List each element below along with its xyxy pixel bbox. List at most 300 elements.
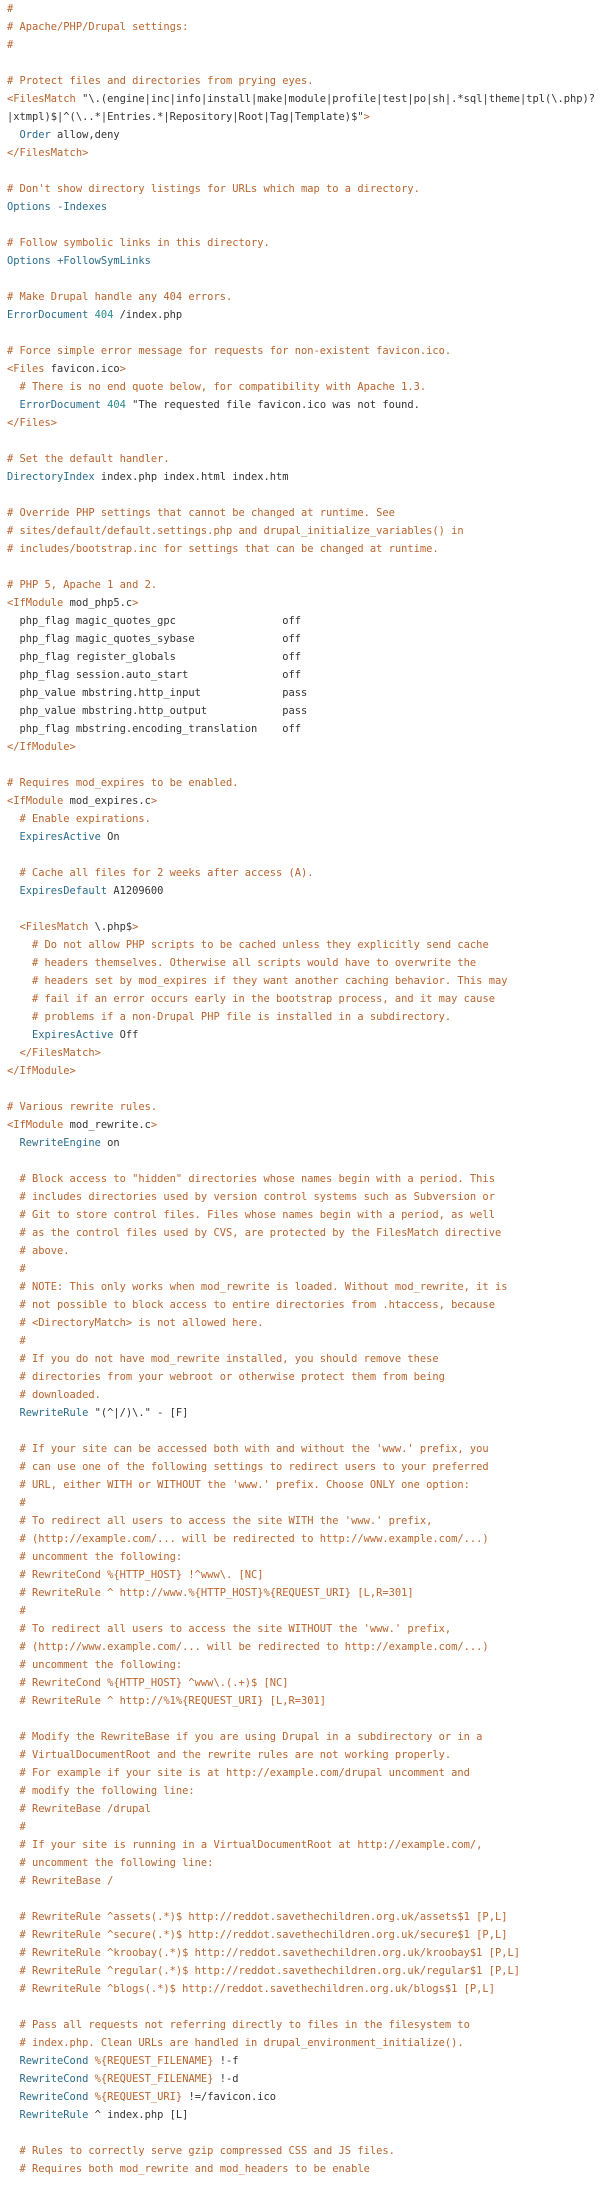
code-line <box>7 1998 600 2016</box>
code-token-tag: </FilesMatch> <box>19 1047 101 1059</box>
code-token-comment: # Git to store control files. Files whose names begin with a period, as well <box>19 1209 495 1221</box>
code-token-comment: # There is no end quote below, for compatibility with Apache 1.3. <box>19 381 427 393</box>
code-line <box>7 1674 600 1692</box>
code-line <box>7 1746 600 1764</box>
code-token-directive: RewriteRule <box>19 2109 89 2121</box>
code-line <box>7 792 600 810</box>
code-token-plain <box>7 1245 20 1257</box>
code-line <box>7 72 600 90</box>
code-token-plain <box>7 1551 20 1563</box>
code-token-directive: Options <box>7 201 51 213</box>
code-token-comment: # Protect files and directories from prying eyes. <box>7 75 314 87</box>
code-token-plain: php_flag magic_quotes_sybase off <box>7 633 302 645</box>
code-line <box>7 2088 600 2106</box>
code-token-plain <box>7 1137 20 1149</box>
code-token-comment: # <DirectoryMatch> is not allowed here. <box>19 1317 264 1329</box>
code-token-comment: # RewriteRule ^kroobay(.*)$ http://reddot.savethechildren.org.uk/kroobay$1 [P,L] <box>19 1947 520 1959</box>
code-line <box>7 360 600 378</box>
code-token-comment: # Force simple error message for requests for non-existent favicon.ico. <box>7 345 452 357</box>
code-token-comment: # fail if an error occurs early in the bootstrap process, and it may cause <box>32 993 495 1005</box>
code-line <box>7 2106 600 2124</box>
code-token-directive: ErrorDocument <box>19 399 101 411</box>
code-token-comment: # problems if a non-Drupal PHP file is installed in a subdirectory. <box>32 1011 452 1023</box>
code-token-plain: php_value mbstring.http_input pass <box>7 687 308 699</box>
code-token-plain <box>7 1929 20 1941</box>
code-line <box>7 918 600 936</box>
code-token-plain <box>7 1731 20 1743</box>
code-line <box>7 1170 600 1188</box>
code-token-comment: # RewriteRule ^ http://%1%{REQUEST_URI} [L,R=301] <box>19 1695 327 1707</box>
code-line <box>7 1710 600 1728</box>
code-token-var: %{REQUEST_FILENAME} <box>94 2073 214 2085</box>
code-token-comment: # Rules to correctly serve gzip compressed CSS and JS files. <box>19 2145 395 2157</box>
code-line <box>7 864 600 882</box>
code-line <box>7 1062 600 1080</box>
code-line <box>7 1314 600 1332</box>
code-token-directive: RewriteRule <box>19 1407 89 1419</box>
code-token-comment: # Block access to "hidden" directories whose names begin with a period. This <box>19 1173 495 1185</box>
code-line <box>7 1116 600 1134</box>
code-token-plain <box>7 1875 20 1887</box>
code-line <box>7 504 600 522</box>
code-token-comment: # as the control files used by CVS, are protected by the FilesMatch directive <box>19 1227 502 1239</box>
code-token-comment: # PHP 5, Apache 1 and 2. <box>7 579 158 591</box>
code-line <box>7 1584 600 1602</box>
code-line <box>7 576 600 594</box>
code-line <box>7 2016 600 2034</box>
code-line <box>7 36 600 54</box>
code-token-comment: # RewriteCond %{HTTP_HOST} ^www\.(.+)$ [NC] <box>19 1677 289 1689</box>
code-token-comment: # Cache all files for 2 weeks after access (A). <box>19 867 314 879</box>
code-token-tag: </IfModule> <box>7 1065 76 1077</box>
code-token-plain <box>7 1623 20 1635</box>
code-token-tag: <FilesMatch <box>19 921 89 933</box>
code-token-comment: # NOTE: This only works when mod_rewrite is loaded. Without mod_rewrite, it is <box>19 1281 508 1293</box>
code-token-directive: RewriteCond <box>19 2073 89 2085</box>
code-token-plain <box>7 1767 20 1779</box>
code-token-plain <box>7 1407 20 1419</box>
code-token-plain <box>7 1641 20 1653</box>
code-line <box>7 1188 600 1206</box>
code-token-plain <box>7 2109 20 2121</box>
code-line <box>7 1332 600 1350</box>
code-token-plain: php_flag register_globals off <box>7 651 302 663</box>
code-token-comment: # (http://example.com/... will be redirected to http://www.example.com/...) <box>19 1533 489 1545</box>
code-line <box>7 1854 600 1872</box>
code-line <box>7 1980 600 1998</box>
code-token-comment: # directories from your webroot or otherwise protect them from being <box>19 1371 445 1383</box>
code-token-plain <box>7 1281 20 1293</box>
code-token-plain <box>7 1983 20 1995</box>
code-token-plain <box>7 381 20 393</box>
code-token-plain: A1209600 <box>107 885 164 897</box>
code-token-comment: # index.php. Clean URLs are handled in drupal_environment_initialize(). <box>19 2037 464 2049</box>
code-line <box>7 1134 600 1152</box>
code-token-plain <box>7 1191 20 1203</box>
code-line <box>7 1404 600 1422</box>
code-line <box>7 774 600 792</box>
code-token-plain <box>7 1263 20 1275</box>
code-token-tag: > <box>132 597 139 609</box>
code-line <box>7 1872 600 1890</box>
code-line <box>7 486 600 504</box>
code-line <box>7 54 600 72</box>
code-token-tag: > <box>363 111 370 123</box>
code-token-plain <box>7 1443 20 1455</box>
code-line <box>7 1278 600 1296</box>
code-token-comment: # <box>19 1497 26 1509</box>
code-line <box>7 630 600 648</box>
code-line <box>7 1494 600 1512</box>
code-token-comment: # RewriteRule ^assets(.*)$ http://reddot.savethechildren.org.uk/assets$1 [P,L] <box>19 1911 508 1923</box>
code-token-comment: # If your site can be accessed both with and without the 'www.' prefix, you <box>19 1443 489 1455</box>
code-token-plain <box>7 1047 20 1059</box>
code-token-plain <box>7 1335 20 1347</box>
code-line <box>7 1260 600 1278</box>
code-token-comment: # Don't show directory listings for URLs which map to a directory. <box>7 183 420 195</box>
code-token-comment: # <box>7 3 14 15</box>
code-token-comment: # If your site is running in a VirtualDocumentRoot at http://example.com/, <box>19 1839 483 1851</box>
code-line <box>7 1440 600 1458</box>
code-line <box>7 1224 600 1242</box>
code-token-tag: </FilesMatch> <box>7 147 89 159</box>
code-line <box>7 1548 600 1566</box>
code-token-plain <box>7 2145 20 2157</box>
code-line <box>7 288 600 306</box>
code-line <box>7 450 600 468</box>
code-line <box>7 270 600 288</box>
code-line <box>7 720 600 738</box>
code-line <box>7 540 600 558</box>
code-token-comment: # If you do not have mod_rewrite installed, you should remove these <box>19 1353 439 1365</box>
code-token-plain: mod_php5.c <box>63 597 133 609</box>
code-token-directive: ExpiresDefault <box>19 885 108 897</box>
code-token-comment: # <box>7 39 14 51</box>
code-token-plain <box>7 1209 20 1221</box>
code-line <box>7 1386 600 1404</box>
code-line <box>7 1908 600 1926</box>
code-token-tag: </Files> <box>7 417 58 429</box>
code-token-plain <box>7 1317 20 1329</box>
code-token-plain <box>7 1371 20 1383</box>
code-line <box>7 342 600 360</box>
code-token-comment: # URL, either WITH or WITHOUT the 'www.' prefix. Choose ONLY one option: <box>19 1479 470 1491</box>
code-token-comment: # uncomment the following: <box>19 1551 183 1563</box>
code-line <box>7 1242 600 1260</box>
code-line <box>7 1422 600 1440</box>
code-token-plain: php_flag mbstring.encoding_translation off <box>7 723 302 735</box>
code-token-tag: > <box>150 795 158 807</box>
code-token-tag: </IfModule> <box>7 741 76 753</box>
code-token-comment: # can use one of the following settings to redirect users to your preferred <box>19 1461 489 1473</box>
code-token-plain <box>7 2073 20 2085</box>
code-line <box>7 522 600 540</box>
code-line <box>7 432 600 450</box>
code-token-plain <box>7 1749 20 1761</box>
code-token-plain <box>7 399 20 411</box>
code-line <box>7 1458 600 1476</box>
code-token-comment: # RewriteBase / <box>19 1875 114 1887</box>
code-line <box>7 936 600 954</box>
code-line <box>7 1566 600 1584</box>
code-line <box>7 18 600 36</box>
code-line <box>7 414 600 432</box>
code-line <box>7 1476 600 1494</box>
code-token-plain <box>7 1605 20 1617</box>
code-token-plain <box>7 939 32 951</box>
code-line <box>7 612 600 630</box>
code-token-string: "\.(engine|inc|info|install|make|module|profile|test|po|sh|.*sql|theme|tpl(\.php)? <box>75 93 596 105</box>
code-token-plain: "(^|/)\." - [F] <box>88 1407 189 1419</box>
code-line <box>7 180 600 198</box>
code-line <box>7 396 600 414</box>
code-token-tag: <IfModule <box>7 597 64 609</box>
code-line <box>7 1764 600 1782</box>
code-line <box>7 1638 600 1656</box>
code-token-directive: ErrorDocument <box>7 309 89 321</box>
code-line <box>7 2142 600 2160</box>
code-token-plain <box>7 1947 20 1959</box>
code-line <box>7 882 600 900</box>
code-line <box>7 2160 600 2178</box>
code-token-plain <box>7 1695 20 1707</box>
code-token-plain: allow,deny <box>50 129 120 141</box>
code-line <box>7 306 600 324</box>
code-token-number: 404 <box>107 399 126 411</box>
code-token-comment: # To redirect all users to access the site WITH the 'www.' prefix, <box>19 1515 433 1527</box>
code-token-comment: # Follow symbolic links in this directory. <box>7 237 270 249</box>
code-token-directive: RewriteCond <box>19 2091 89 2103</box>
code-token-plain: php_value mbstring.http_output pass <box>7 705 308 717</box>
code-line <box>7 1926 600 1944</box>
code-line <box>7 378 600 396</box>
code-token-plain <box>7 1515 20 1527</box>
code-token-comment: # modify the following line: <box>19 1785 195 1797</box>
code-token-plain <box>7 1911 20 1923</box>
code-token-directive: +FollowSymLinks <box>57 255 151 267</box>
code-line <box>7 2070 600 2088</box>
code-token-comment: # includes/bootstrap.inc for settings that can be changed at runtime. <box>7 543 439 555</box>
code-token-comment: # Various rewrite rules. <box>7 1101 158 1113</box>
code-token-directive: Options <box>7 255 51 267</box>
code-token-comment: # Pass all requests not referring directly to files in the filesystem to <box>19 2019 470 2031</box>
code-token-plain <box>7 129 20 141</box>
code-token-tag: <FilesMatch <box>7 93 76 105</box>
code-token-plain <box>7 1011 32 1023</box>
code-token-plain <box>7 975 32 987</box>
code-token-plain <box>7 1299 20 1311</box>
code-line <box>7 1656 600 1674</box>
code-token-plain <box>7 885 20 897</box>
code-token-plain <box>7 813 20 825</box>
code-token-number: 404 <box>94 309 114 321</box>
code-token-comment: # includes directories used by version control systems such as Subversion or <box>19 1191 495 1203</box>
code-line <box>7 666 600 684</box>
code-line <box>7 1818 600 1836</box>
code-line <box>7 684 600 702</box>
code-line <box>7 216 600 234</box>
code-token-plain <box>7 1389 20 1401</box>
code-line <box>7 0 600 18</box>
code-line <box>7 1602 600 1620</box>
code-token-comment: # RewriteCond %{HTTP_HOST} !^www\. [NC] <box>19 1569 264 1581</box>
code-token-directive: ExpiresActive <box>19 831 101 843</box>
code-line <box>7 1962 600 1980</box>
code-token-tag: <IfModule <box>7 1119 64 1131</box>
code-line <box>7 900 600 918</box>
code-line <box>7 1080 600 1098</box>
code-line <box>7 1152 600 1170</box>
code-token-plain: Off <box>113 1029 139 1041</box>
code-line <box>7 162 600 180</box>
code-token-comment: # Override PHP settings that cannot be changed at runtime. See <box>7 507 395 519</box>
code-token-plain: on <box>100 1137 120 1149</box>
code-token-comment: # RewriteBase /drupal <box>19 1803 151 1815</box>
code-token-plain <box>7 1587 20 1599</box>
code-token-plain <box>7 831 20 843</box>
code-token-tag: <Files <box>7 363 45 375</box>
code-line <box>7 1044 600 1062</box>
code-token-comment: # sites/default/default.settings.php and drupal_initialize_variables() in <box>7 525 464 537</box>
code-token-comment: # above. <box>19 1245 70 1257</box>
code-line <box>7 558 600 576</box>
code-token-comment: # uncomment the following line: <box>19 1857 214 1869</box>
code-token-string: |xtmpl)$|^(\..*|Entries.*|Repository|Root|Tag|Template)$" <box>7 111 364 123</box>
code-line <box>7 1800 600 1818</box>
code-token-comment: # Make Drupal handle any 404 errors. <box>7 291 233 303</box>
code-token-comment: # RewriteRule ^secure(.*)$ http://reddot.savethechildren.org.uk/secure$1 [P,L] <box>19 1929 508 1941</box>
code-token-tag: <IfModule <box>7 795 64 807</box>
code-token-plain: ^ index.php [L] <box>88 2109 189 2121</box>
code-token-comment: # RewriteRule ^blogs(.*)$ http://reddot.savethechildren.org.uk/blogs$1 [P,L] <box>19 1983 495 1995</box>
code-token-comment: # headers themselves. Otherwise all scripts would have to overwrite the <box>32 957 477 969</box>
code-line <box>7 810 600 828</box>
code-token-tag: > <box>132 921 139 933</box>
code-token-comment: # Modify the RewriteBase if you are using Drupal in a subdirectory or in a <box>19 1731 483 1743</box>
code-token-directive: ExpiresActive <box>32 1029 114 1041</box>
code-line <box>7 2034 600 2052</box>
code-line <box>7 2052 600 2070</box>
code-line <box>7 252 600 270</box>
code-token-plain <box>7 957 32 969</box>
code-line <box>7 144 600 162</box>
code-token-plain: mod_rewrite.c <box>63 1119 151 1131</box>
code-token-plain: /index.php <box>113 309 183 321</box>
code-token-tag: > <box>119 363 126 375</box>
code-token-comment: # <box>19 1335 26 1347</box>
code-token-comment: # VirtualDocumentRoot and the rewrite rules are not working properly. <box>19 1749 452 1761</box>
code-line <box>7 126 600 144</box>
code-line <box>7 954 600 972</box>
code-token-comment: # downloaded. <box>19 1389 101 1401</box>
code-line <box>7 468 600 486</box>
code-token-var: %{REQUEST_FILENAME} <box>94 2055 214 2067</box>
code-token-var: %{REQUEST_URI} <box>94 2091 183 2103</box>
code-token-plain: favicon.ico <box>44 363 120 375</box>
code-line <box>7 1836 600 1854</box>
code-line <box>7 198 600 216</box>
code-token-plain: \.php$ <box>88 921 133 933</box>
code-line <box>7 1296 600 1314</box>
code-line <box>7 1368 600 1386</box>
code-token-plain <box>7 1965 20 1977</box>
code-token-plain <box>7 1479 20 1491</box>
code-token-plain <box>7 1659 20 1671</box>
code-token-comment: # headers set by mod_expires if they want another caching behavior. This may <box>32 975 508 987</box>
code-token-plain <box>7 993 32 1005</box>
code-token-comment: # Enable expirations. <box>19 813 151 825</box>
code-line <box>7 1098 600 1116</box>
code-line <box>7 1620 600 1638</box>
code-token-plain: mod_expires.c <box>63 795 151 807</box>
code-token-plain <box>7 2091 20 2103</box>
code-token-plain: php_flag session.auto_start off <box>7 669 302 681</box>
code-token-directive: DirectoryIndex <box>7 471 95 483</box>
code-token-plain: index.php index.html index.htm <box>94 471 289 483</box>
code-line <box>7 2124 600 2142</box>
code-line <box>7 1944 600 1962</box>
code-line <box>7 234 600 252</box>
code-token-plain <box>7 1461 20 1473</box>
code-token-directive: RewriteEngine <box>19 1137 101 1149</box>
code-line <box>7 738 600 756</box>
code-line <box>7 1350 600 1368</box>
code-token-directive: -Indexes <box>57 201 108 213</box>
code-token-plain: !-d <box>213 2073 239 2085</box>
code-token-plain <box>7 2163 20 2175</box>
code-token-plain <box>7 1677 20 1689</box>
code-line <box>7 1008 600 1026</box>
code-token-plain <box>7 1821 20 1833</box>
code-line <box>7 828 600 846</box>
code-token-comment: # Requires both mod_rewrite and mod_headers to be enable <box>19 2163 370 2175</box>
code-token-plain: php_flag magic_quotes_gpc off <box>7 615 302 627</box>
code-line <box>7 846 600 864</box>
code-token-comment: # uncomment the following: <box>19 1659 183 1671</box>
code-token-plain <box>7 1803 20 1815</box>
code-token-tag: > <box>150 1119 158 1131</box>
code-token-comment: # not possible to block access to entire directories from .htaccess, because <box>19 1299 495 1311</box>
code-token-directive: Order <box>19 129 51 141</box>
code-line <box>7 1512 600 1530</box>
code-token-comment: # To redirect all users to access the site WITHOUT the 'www.' prefix, <box>19 1623 452 1635</box>
code-token-comment: # Requires mod_expires to be enabled. <box>7 777 239 789</box>
code-line <box>7 108 600 126</box>
code-line <box>7 972 600 990</box>
code-line <box>7 1026 600 1044</box>
code-line <box>7 1530 600 1548</box>
code-token-comment: # For example if your site is at http://example.com/drupal uncomment and <box>19 1767 470 1779</box>
code-token-comment: # RewriteRule ^regular(.*)$ http://reddot.savethechildren.org.uk/regular$1 [P,L] <box>19 1965 520 1977</box>
code-token-plain <box>7 2037 20 2049</box>
code-token-comment: # Do not allow PHP scripts to be cached unless they explicitly send cache <box>32 939 489 951</box>
code-token-plain <box>7 1533 20 1545</box>
code-token-plain: "The requested file favicon.ico was not found. <box>125 399 420 411</box>
code-token-plain: !=/favicon.ico <box>182 2091 277 2103</box>
code-token-plain <box>7 1569 20 1581</box>
code-token-plain <box>7 1353 20 1365</box>
code-token-comment: # RewriteRule ^ http://www.%{HTTP_HOST}%{REQUEST_URI} [L,R=301] <box>19 1587 414 1599</box>
code-line <box>7 756 600 774</box>
code-token-plain <box>7 867 20 879</box>
code-token-plain <box>7 1497 20 1509</box>
code-line <box>7 990 600 1008</box>
code-token-comment: # <box>19 1263 26 1275</box>
code-token-plain: On <box>100 831 120 843</box>
code-line <box>7 1692 600 1710</box>
code-line <box>7 324 600 342</box>
code-token-directive: RewriteCond <box>19 2055 89 2067</box>
